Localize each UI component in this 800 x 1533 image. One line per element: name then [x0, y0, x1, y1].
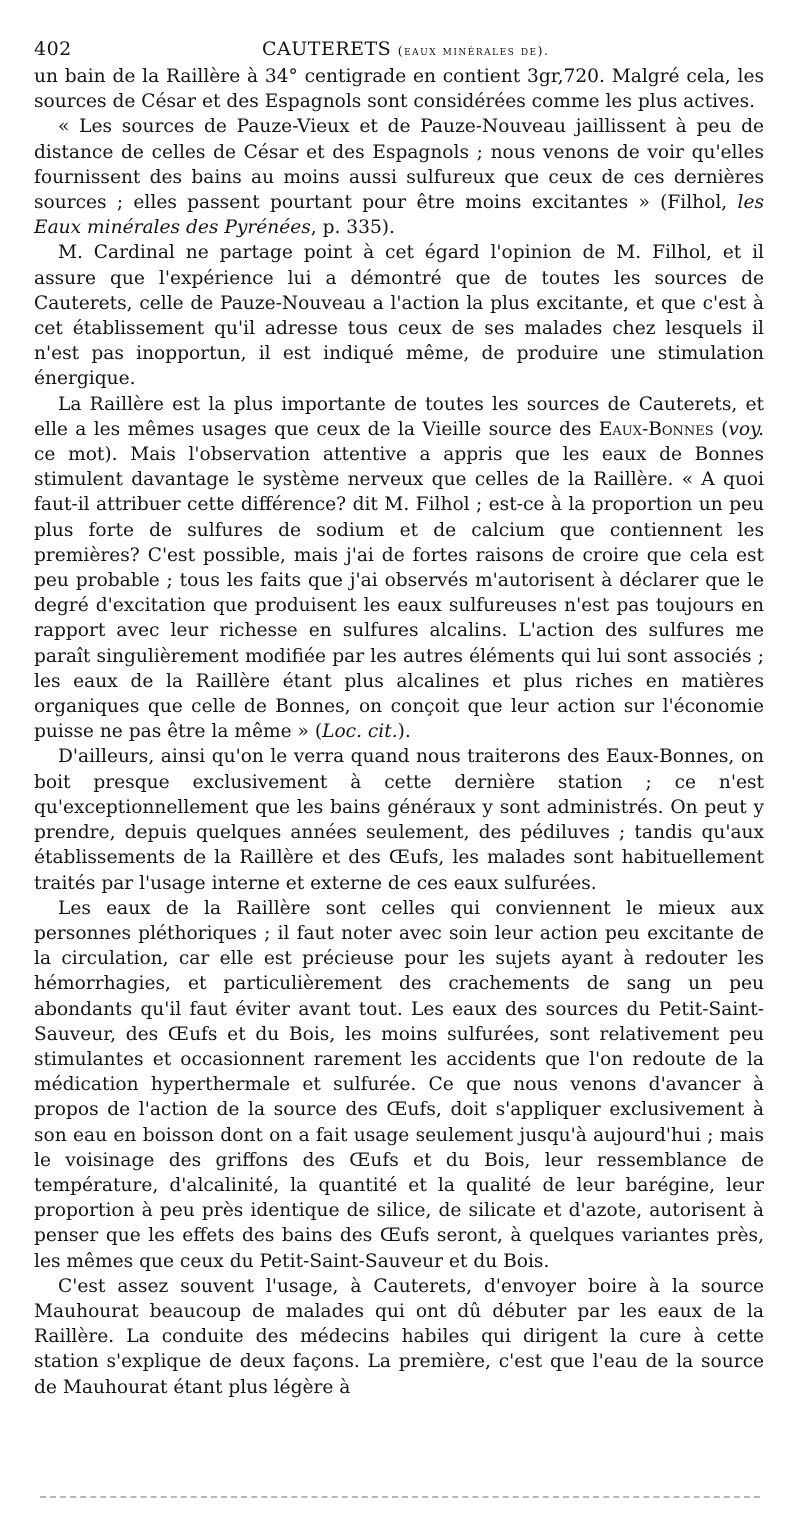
paragraph-4-end: ).: [397, 721, 411, 743]
footer-rule: [40, 1496, 760, 1498]
paragraph-2-text: « Les sources de Pauze-Vieux et de Pauze-Nouveau jaillissent à peu de distance de celles de César et des Espagnols ; nous venons de voir qu'elles fournissent des bains au moins aussi sulfureux que ceux de ces dernières sources ; elles passent pourtant pour être moins excitantes » (Filhol,: [34, 116, 764, 214]
paragraph-3: M. Cardinal ne partage point à cet égard l'opinion de M. Filhol, et il assure que l'expérience lui a démontré que de toutes les sources de Cauterets, celle de Pauze-Nouveau a l'action la plus excitante, et que c'est à cet établissement qu'il adresse tous ceux de ses malades chez lesquels il n'est pas inopportun, il est indiqué même, de produire une stimulation énergique.: [34, 242, 764, 390]
running-title: [262, 38, 549, 60]
paragraph-2-after: , p. 335).: [310, 217, 395, 239]
paragraph-6: Les eaux de la Raillère sont celles qui conviennent le mieux aux personnes pléthoriques ; il faut noter avec soin leur action peu excitante de la circulation, car elle est précieuse pour les sujets ayant à redouter les hémorrhagies, et particulièrement des crachements de sang un peu abondants qu'il faut éviter avant tout. Les eaux des sources du Petit-Saint-Sauveur, des Œufs et du Bois, les moins sulfurées, sont relativement peu stimulantes et occasionnent rarement les accidents que l'on redoute de la médication hyperthermale et sulfurée. Ce que nous venons d'avancer à propos de l'action de la source des Œufs, doit s'appliquer exclusivement à son eau en boisson dont on a fait usage seulement jusqu'à aujourd'hui ; mais le voisinage des griffons des Œufs et du Bois, leur ressemblance de température, d'alcalinité, la quantité et la qualité de leur barégine, leur proportion à peu près identique de silice, de silicate et d'azote, autorisent à penser que les effets des bains des Œufs seront, à quelques variantes près, les mêmes que ceux du Petit-Saint-Sauveur et du Bois.: [34, 897, 764, 1272]
page-number: 402: [34, 38, 72, 60]
paragraph-4-text-before: La Raillère est la plus importante de toutes les sources de Cauterets, et elle a les mêmes usages que ceux de la Vieille source des: [34, 393, 764, 440]
loc-cit: Loc. cit.: [322, 721, 398, 743]
running-title-main: CAUTERETS: [262, 38, 392, 60]
running-title-subtitle: (eaux minérales de).: [397, 43, 550, 58]
voy-abbrev: voy.: [728, 418, 764, 440]
paragraph-4-text-after: ce mot). Mais l'observation attentive a appris que les eaux de Bonnes stimulent davantage le système nerveux que celles de la Raillère. « A quoi faut-il attribuer cette différence? dit M. Filhol ; est-ce à la proportion un peu plus forte de sulfures de sodium et de calcium que contiennent les premières? C'est possible, mais j'ai de fortes raisons de croire que cela est peu probable ; tous les faits que j'ai observés m'autorisent à déclarer que le degré d'excitation que produisent les eaux sulfureuses n'est pas toujours en rapport avec leur richesse en sulfures alcalins. L'action des sulfures me paraît singulièrement modifiée par les autres éléments qui lui sont associés ; les eaux de la Raillère étant plus alcalines et plus riches en matières organiques que celle de Bonnes, on conçoit que leur action sur l'économie puisse ne pas être la même » (: [34, 444, 764, 743]
running-head: [34, 30, 764, 64]
paragraph-7: C'est assez souvent l'usage, à Cauterets, d'envoyer boire à la source Mauhourat beaucoup de malades qui ont dû débuter par les eaux de la Raillère. La conduite des médecins habiles qui dirigent la cure à cette station s'explique de deux façons. La première, c'est que l'eau de la source de Mauhourat étant plus légère à: [34, 1275, 764, 1398]
paragraph-5: D'ailleurs, ainsi qu'on le verra quand nous traiterons des Eaux-Bonnes, on boit presque exclusivement à cette dernière station ; ce n'est qu'exceptionnellement que les bains généraux y sont administrés. On peut y prendre, depuis quelques années seulement, des pédiluves ; tandis qu'aux établissements de la Raillère et des Œufs, les malades sont habituellement traités par l'usage interne et externe de ces eaux sulfurées.: [34, 746, 764, 894]
paragraph-1: un bain de la Raillère à 34° centigrade en contient 3gr,720. Malgré cela, les sources de César et des Espagnols sont considérées comme les plus actives.: [34, 66, 764, 113]
book-title: les Eaux minérales des Pyrénées: [34, 192, 764, 239]
body-text: [34, 64, 764, 1400]
paragraph-2: [34, 114, 764, 240]
paragraph-4: La Raillère est la plus importante de toutes les sources de Cauterets, et elle a les mêmes usages que ceux de la Vieille source des Eaux-Bonnes (voy. ce mot). Mais l'observation attentive a appris que les eaux de Bonnes stimulent davantage le système nerveux que celles de la Raillère. « A quoi faut-il attribuer cette différence? dit M. Filhol ; est-ce à la proportion un peu plus forte de sulfures de sodium et de calcium que contiennent les premières? C'est possible, mais j'ai de fortes raisons de croire que cela est peu probable ; tous les faits que j'ai observés m'autorisent à déclarer que le degré d'excitation que produisent les eaux sulfureuses n'est pas toujours en rapport avec leur richesse en sulfures alcalins. L'action des sulfures me paraît singulièrement modifiée par les autres éléments qui lui sont associés ; les eaux de la Raillère étant plus alcalines et plus riches en matières organiques que celle de Bonnes, on conçoit que leur action sur l'économie puisse ne pas être la même » (Loc. cit.).: [34, 393, 764, 743]
cross-reference: Eaux-Bonnes: [598, 418, 714, 440]
